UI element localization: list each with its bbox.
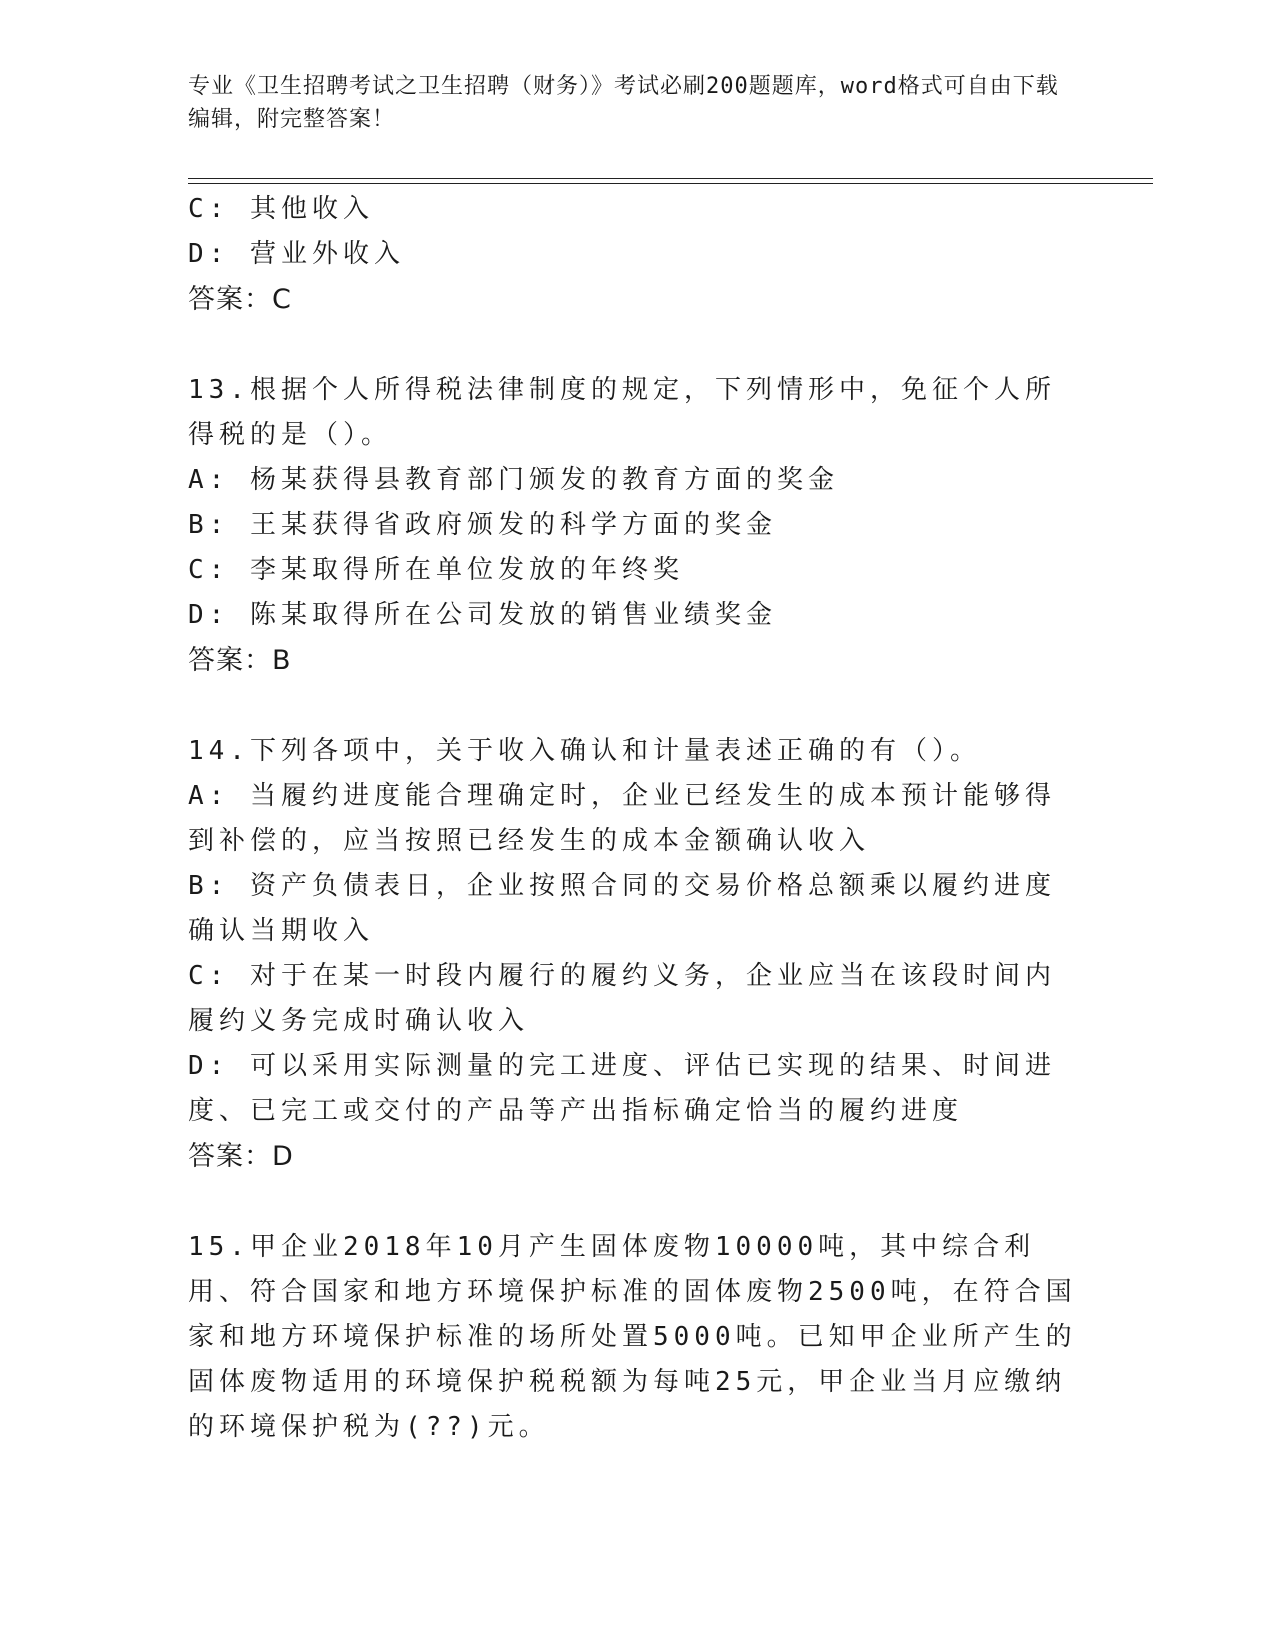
option-b: B: 资产负债表日，企业按照合同的交易价格总额乘以履约进度确认当期收入	[188, 871, 1056, 946]
option-c: C: 其他收入	[188, 194, 374, 224]
option-a: A: 杨某获得县教育部门颁发的教育方面的奖金	[188, 465, 839, 495]
question-14	[188, 729, 1078, 1179]
option-d: D: 营业外收入	[188, 239, 405, 269]
page-header: 专业《卫生招聘考试之卫生招聘（财务）》考试必刷200题题库，word格式可自由下载编辑，附完整答案！	[188, 74, 1059, 132]
option-c: C: 对于在某一时段内履行的履约义务，企业应当在该段时间内履约义务完成时确认收入	[188, 961, 1056, 1036]
question-stem: 13.根据个人所得税法律制度的规定，下列情形中，免征个人所得税的是（）。	[188, 375, 1056, 450]
answer-line: 答案：B	[188, 645, 292, 676]
spacer	[188, 683, 1078, 729]
spacer	[188, 1179, 1078, 1225]
previous-question-tail	[188, 187, 1078, 322]
question-13	[188, 368, 1078, 683]
answer-line: 答案：D	[188, 1141, 294, 1172]
option-c: C: 李某取得所在单位发放的年终奖	[188, 555, 684, 585]
answer-line: 答案：C	[188, 284, 292, 315]
header-rule-bottom	[188, 183, 1153, 184]
header-rule-top	[188, 178, 1153, 179]
spacer	[188, 322, 1078, 368]
question-15	[188, 1225, 1078, 1450]
question-stem: 14.下列各项中，关于收入确认和计量表述正确的有（）。	[188, 736, 981, 766]
question-content	[188, 187, 1078, 1450]
option-d: D: 可以采用实际测量的完工进度、评估已实现的结果、时间进度、已完工或交付的产品等产出指标确定恰当的履约进度	[188, 1051, 1056, 1126]
option-a: A: 当履约进度能合理确定时，企业已经发生的成本预计能够得到补偿的，应当按照已经发生的成本金额确认收入	[188, 781, 1056, 856]
option-d: D: 陈某取得所在公司发放的销售业绩奖金	[188, 600, 777, 630]
option-b: B: 王某获得省政府颁发的科学方面的奖金	[188, 510, 777, 540]
question-stem: 15.甲企业2018年10月产生固体废物10000吨，其中综合利用、符合国家和地方环境保护标准的固体废物2500吨，在符合国家和地方环境保护标准的场所处置5000吨。已知甲企业所产生的固体废物适用的环境保护税税额为每吨25元，甲企业当月应缴纳的环境保护税为(??)元。	[188, 1232, 1077, 1442]
